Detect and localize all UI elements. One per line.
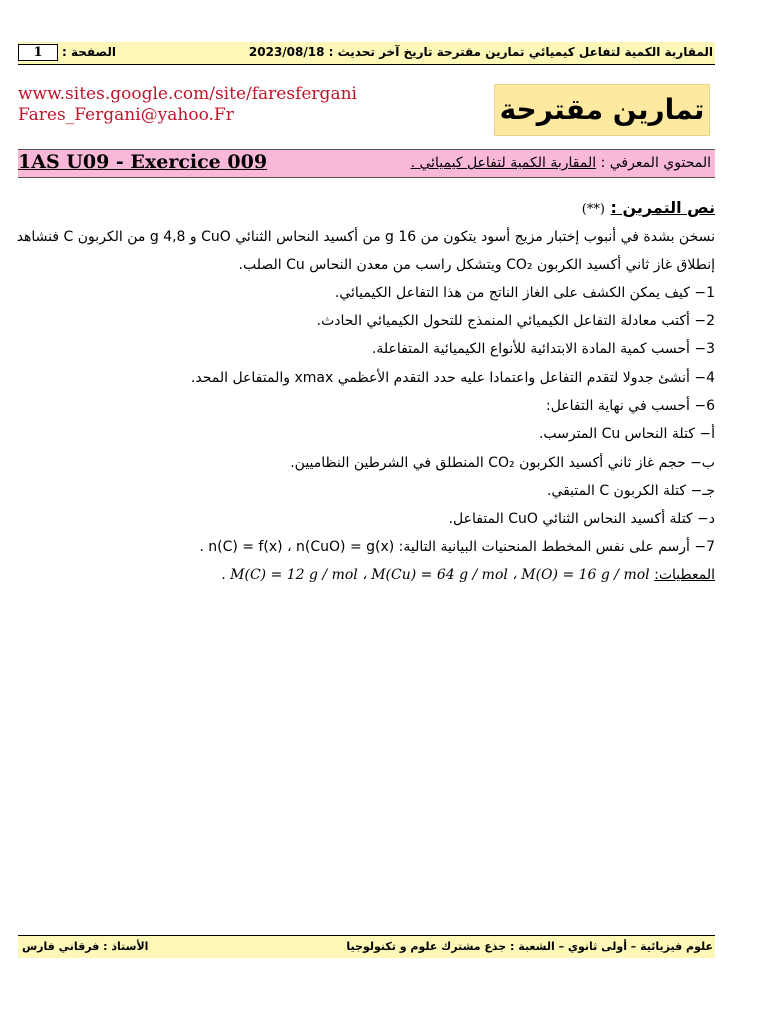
question-item: جـ− كتلة الكربون C المتبقي. xyxy=(546,483,715,499)
page-footer xyxy=(18,935,715,958)
website-link[interactable]: www.sites.google.com/site/faresfergani xyxy=(18,84,357,104)
content-value: المقاربة الكمية لتفاعل كيميائي . xyxy=(410,155,597,171)
exercise-code: 1AS U09 - Exercice 009 xyxy=(18,151,268,173)
footer-teacher: الأستاذ : فرقاني فارس xyxy=(22,940,149,953)
page-label: الصفحة : xyxy=(62,45,116,59)
contact-block xyxy=(18,84,357,126)
difficulty-stars: (**) xyxy=(581,202,605,217)
question-item: 7− أرسم على نفس المخطط المنحنيات البيانية التالية: n(C) = f(x) ، n(CuO) = g(x) . xyxy=(199,539,715,555)
question-item: 1− كيف يمكن الكشف على الغاز الناتج من هذا التفاعل الكيميائي. xyxy=(334,285,715,301)
givens-values: M(C) = 12 g / mol ، M(Cu) = 64 g / mol ، M(O) = 16 g / mol . xyxy=(221,567,650,583)
page-number: 1 xyxy=(18,44,58,61)
givens-label: المعطيات: xyxy=(654,567,715,583)
exercise-bar xyxy=(18,149,715,178)
page-indicator xyxy=(18,44,138,60)
page-header xyxy=(18,42,715,65)
statement-heading xyxy=(18,198,715,217)
givens-line xyxy=(18,563,715,587)
header-title: المقاربة الكمية لتفاعل كيميائي تمارين مقترحة تاريخ آخر تحديث : 2023/08/18 xyxy=(248,45,713,59)
statement-line: نسخن بشدة في أنبوب إختبار مزيج أسود يتكون من 16 g من أكسيد النحاس الثنائي CuO و 4,8 g من الكربون C فنشاهد xyxy=(16,229,715,245)
statement-line: إنطلاق غاز ثاني أكسيد الكربون CO₂ ويتشكل راسب من معدن النحاس Cu الصلب. xyxy=(238,257,715,273)
question-item: ب− حجم غاز ثاني أكسيد الكربون CO₂ المنطلق في الشرطين النظاميين. xyxy=(290,455,715,471)
statement-heading-label: نص التمرين : xyxy=(610,198,715,217)
question-item: 6− أحسب في نهاية التفاعل: xyxy=(545,398,715,414)
email-link[interactable]: Fares_Fergani@yahoo.Fr xyxy=(18,105,234,125)
question-item: 2− أكتب معادلة التفاعل الكيميائي المنمذج للتحول الكيميائي الحادث. xyxy=(316,313,715,329)
knowledge-content xyxy=(411,155,711,171)
question-item: د− كتلة أكسيد النحاس الثنائي CuO المتفاعل. xyxy=(448,511,715,527)
footer-subject: علوم فيزيائية – أولى ثانوي – الشعبة : جذع مشترك علوم و تكنولوجيا xyxy=(346,940,713,953)
page-title: تمارين مقترحة xyxy=(494,84,710,136)
question-item: 4− أنشئ جدولا لتقدم التفاعل واعتمادا عليه حدد التقدم الأعظمي xmax والمتفاعل المحد. xyxy=(190,370,715,386)
question-item: أ− كتلة النحاس Cu المترسب. xyxy=(538,426,715,442)
content-label: المحتوي المعرفي : xyxy=(600,155,711,171)
question-item: 3− أحسب كمية المادة الابتدائية للأنواع الكيميائية المتفاعلة. xyxy=(371,341,715,357)
